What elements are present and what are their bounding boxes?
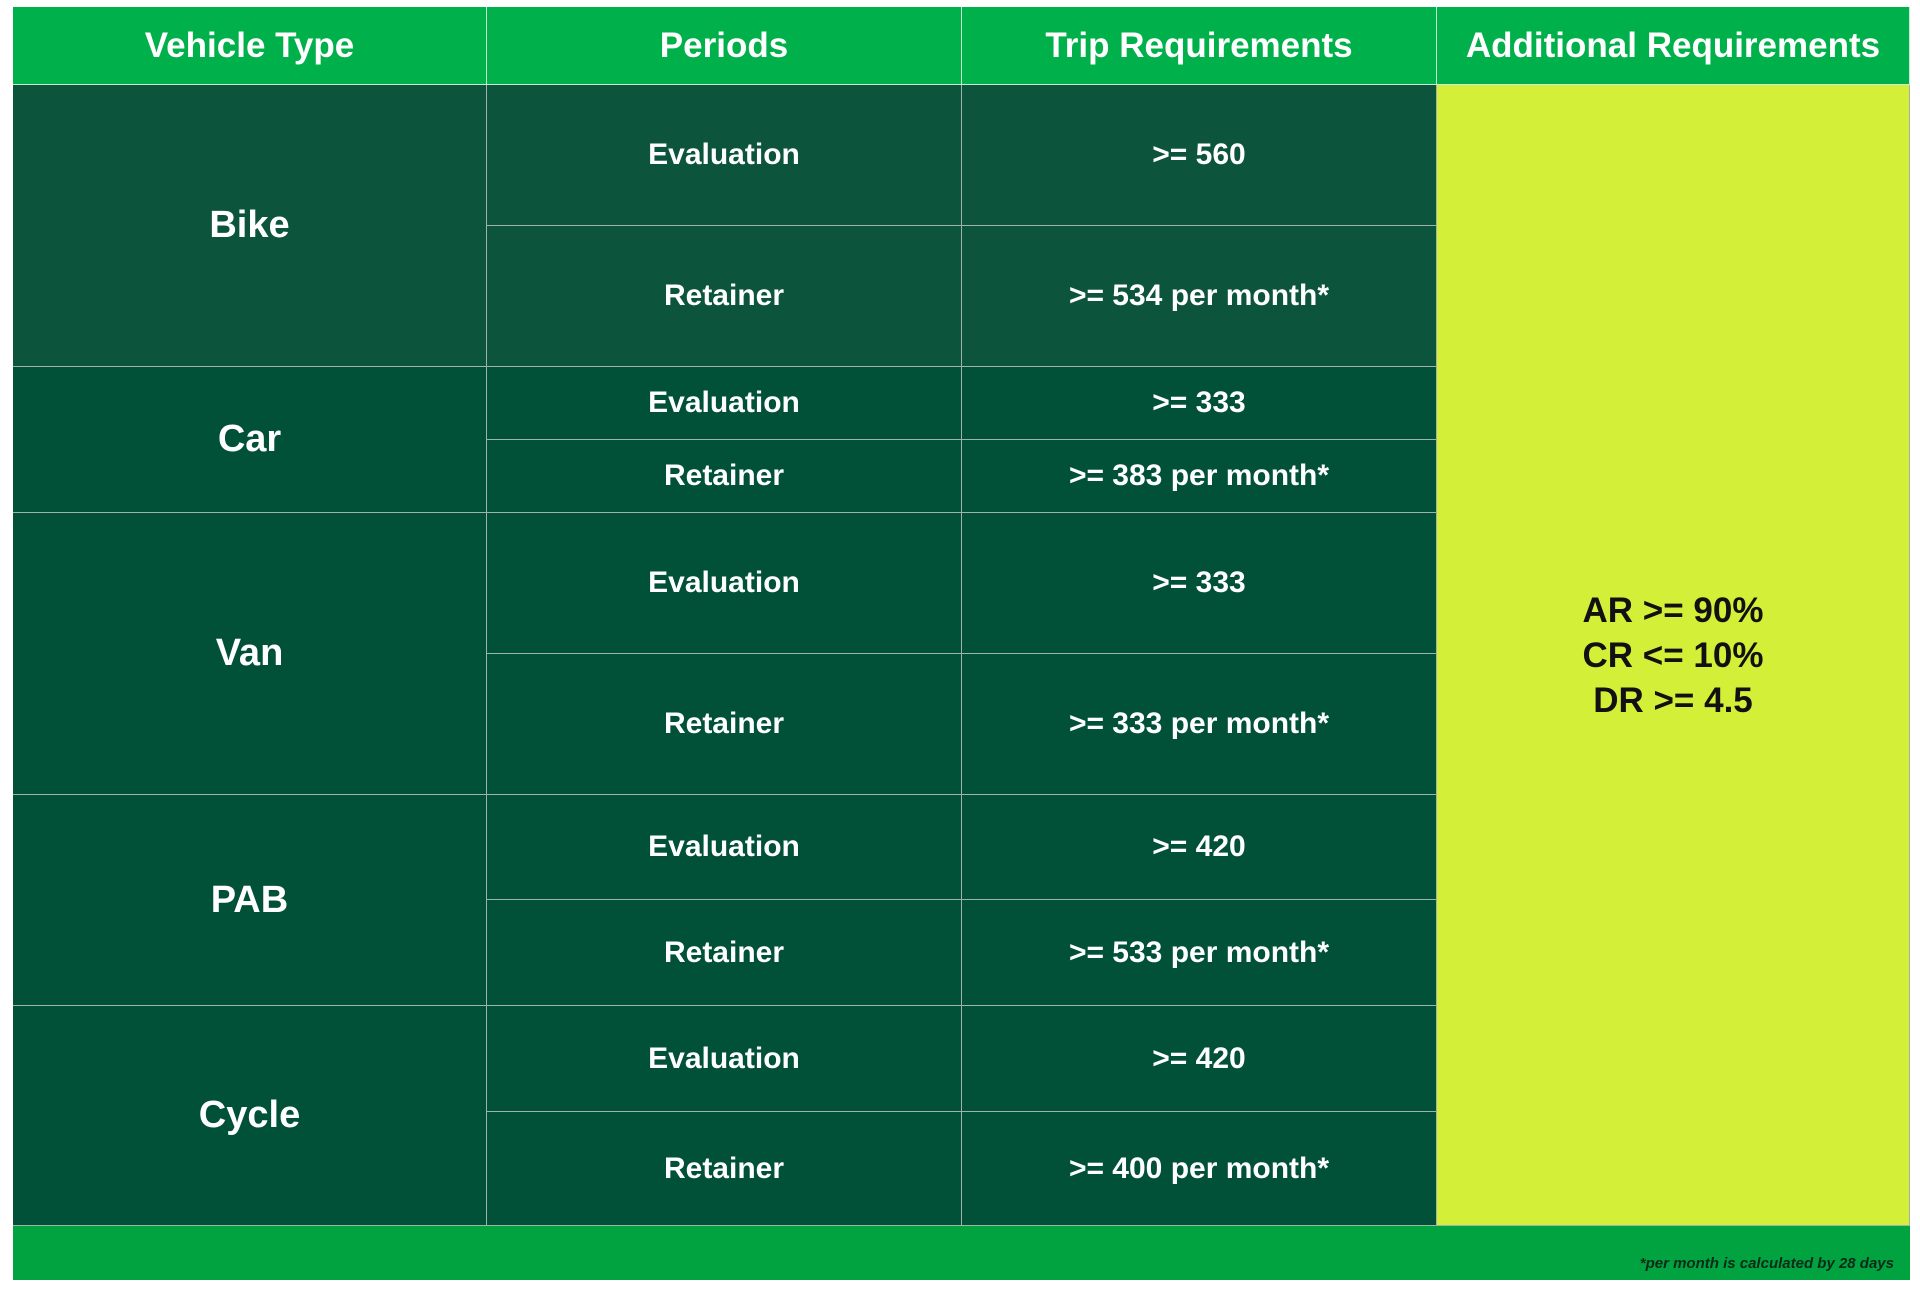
period-retainer: Retainer: [487, 654, 962, 795]
table-footer: [13, 1226, 1910, 1280]
vehicle-cell-pab: PAB: [13, 795, 487, 1006]
vehicle-cell-bike: Bike: [13, 85, 487, 367]
trip-requirement: >= 560: [962, 85, 1437, 226]
trip-requirement: >= 333: [962, 513, 1437, 654]
period-evaluation: Evaluation: [487, 367, 962, 440]
period-retainer: Retainer: [487, 440, 962, 513]
additional-requirements-cell: [1437, 85, 1910, 1226]
period-retainer: Retainer: [487, 226, 962, 367]
period-evaluation: Evaluation: [487, 85, 962, 226]
header-vehicle-type: Vehicle Type: [13, 7, 487, 85]
period-evaluation: Evaluation: [487, 1006, 962, 1112]
additional-requirement-ar: AR >= 90%: [1582, 590, 1764, 630]
trip-requirement: >= 420: [962, 1006, 1437, 1112]
additional-requirement-cr: CR <= 10%: [1582, 635, 1764, 675]
period-evaluation: Evaluation: [487, 513, 962, 654]
trip-requirement: >= 533 per month*: [962, 900, 1437, 1006]
additional-requirement-dr: DR >= 4.5: [1593, 680, 1753, 720]
header-periods: Periods: [487, 7, 962, 85]
trip-requirement: >= 333: [962, 367, 1437, 440]
header-additional-requirements: Additional Requirements: [1437, 7, 1910, 85]
trip-requirement: >= 400 per month*: [962, 1112, 1437, 1226]
period-evaluation: Evaluation: [487, 795, 962, 900]
vehicle-cell-car: Car: [13, 367, 487, 513]
period-retainer: Retainer: [487, 900, 962, 1006]
requirements-table: [13, 7, 1910, 1287]
trip-requirement: >= 333 per month*: [962, 654, 1437, 795]
vehicle-cell-van: Van: [13, 513, 487, 795]
vehicle-cell-cycle: Cycle: [13, 1006, 487, 1226]
trip-requirement: >= 534 per month*: [962, 226, 1437, 367]
trip-requirement: >= 420: [962, 795, 1437, 900]
footnote: *per month is calculated by 28 days: [1639, 1255, 1894, 1272]
header-trip-requirements: Trip Requirements: [962, 7, 1437, 85]
trip-requirement: >= 383 per month*: [962, 440, 1437, 513]
period-retainer: Retainer: [487, 1112, 962, 1226]
